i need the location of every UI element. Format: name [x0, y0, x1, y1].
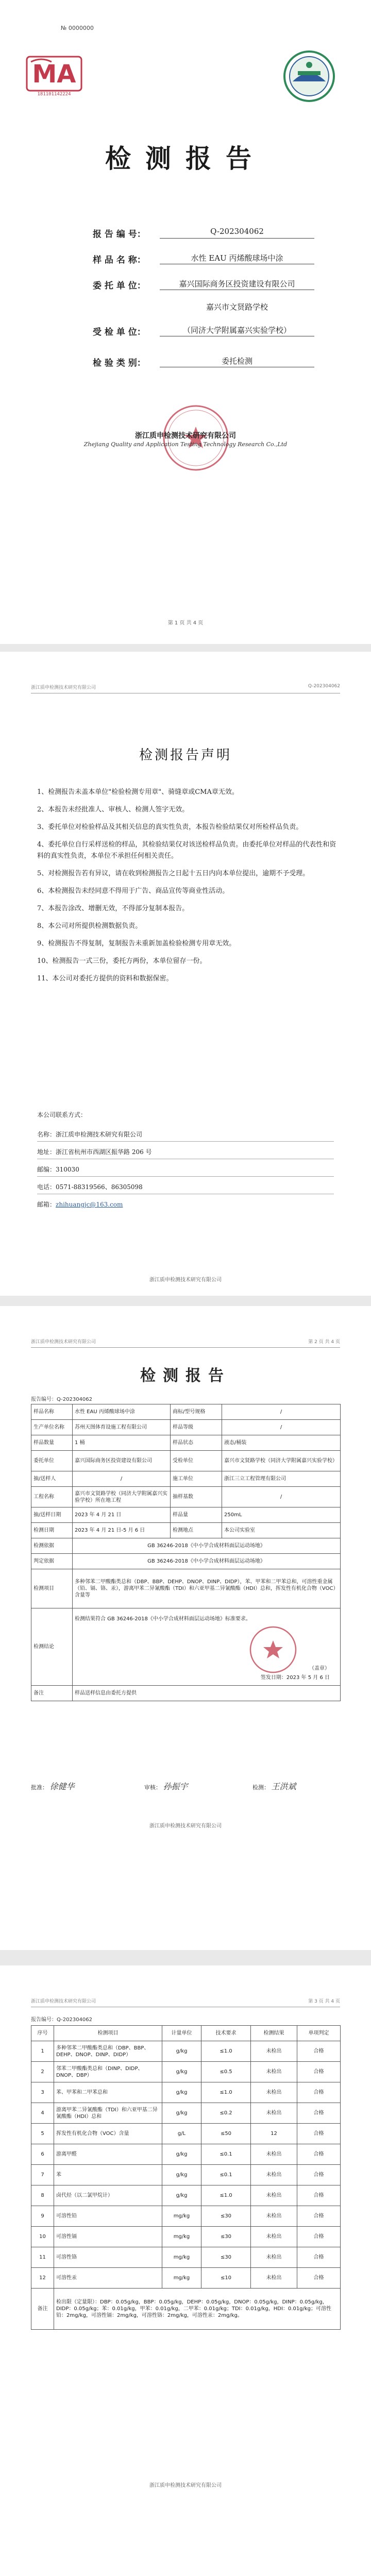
table-row-conclusion: 检测结论 检测结果符合 GB 36246-2018《中小学合成材料面层运动场地》标准要求。 （盖章） 签发日期：2023 年 5 月 6 日 [31, 1608, 341, 1686]
report-summary-page [0, 1306, 371, 1950]
official-stamp-icon [247, 1624, 299, 1675]
table-row: 9 可溶性铅 mg/kg ≤30 未检出 合格 [31, 2206, 341, 2227]
contact-postcode: 邮编：310030 [37, 1166, 79, 1173]
header-right: Q-202304062 [308, 684, 340, 689]
header-right: 第 2 页 共 4 页 [308, 1340, 340, 1345]
table-row: 6 游离甲醛 g/kg ≤0.1 未检出 合格 [31, 2144, 341, 2165]
table-row: 11 可溶性铬 mg/kg ≤30 未检出 合格 [31, 2247, 341, 2268]
table-row: 样品数量 1 桶 样品状态 液态/桶装 [31, 1435, 341, 1451]
declaration-item: 5、对检测报告若有异议，请在收到检测报告之日起十五日内向本单位提出，逾期不予受理。 [37, 870, 310, 877]
report-serial: № 0000000 [61, 25, 94, 31]
table-row: 检测项目 多种邻苯二甲酸酯类总和（DBP、BBP、DEHP、DNOP、DINP、DIDP），苯、甲苯和二甲苯总和，可溶性重金属（铅、镉、铬、汞），游离甲苯二异氰酸酯（TDI）和六亚甲基二异氰酸酯（HDI）总和，挥发性有机化合物（VOC）含量等 [31, 1569, 341, 1608]
table-row: 抽/送样日期 2023 年 4 月 21 日 样品量 250mL [31, 1507, 341, 1523]
declaration-item: 1、检测报告未盖本单位"检验检测专用章"、骑缝章或CMA章无效。 [37, 788, 239, 796]
page-title: 检测报告 [140, 1367, 231, 1385]
page-footer: 第 1 页 共 4 页 [167, 620, 204, 626]
results-page [0, 1965, 371, 2576]
table-row: 生产单位名称 苏州天图体育设施工程有限公司 样品等级 / [31, 1420, 341, 1435]
table-row: 7 苯 g/kg ≤0.1 未检出 合格 [31, 2165, 341, 2185]
signature-review: 审核： 孙振宇 [144, 1782, 188, 1791]
table-row: 抽/送样人 / 施工单位 浙江三立工程管理有限公司 [31, 1471, 341, 1487]
header-right: 第 3 页 共 4 页 [308, 1999, 340, 2004]
declaration-item: 4、委托单位自行采样送检的样品，其检验结果仅对该送检样品负责。由委托单位对样品的代表性和资料的真实性负责，本单位不承担任何相关责任。 [37, 841, 336, 860]
declaration-page [0, 652, 371, 1296]
table-row: 5 挥发性有机化合物（VOC）含量 g/L ≤50 12 合格 [31, 2124, 341, 2144]
table-row: 10 可溶性镉 mg/kg ≤30 未检出 合格 [31, 2227, 341, 2247]
table-row: 委托单位 嘉兴国际商务区投资建设有限公司 受检单位 嘉兴市文贤路学校（同济大学附属嘉兴实验学校） [31, 1451, 341, 1471]
declaration-item: 10、检测报告一式三份，委托方两份，本单位留存一份。 [37, 957, 207, 965]
cover-title: 检测报告 [105, 143, 266, 174]
contact-address: 地址：浙江省杭州市西湖区振华路 206 号 [37, 1148, 152, 1156]
cma-logo [26, 56, 82, 92]
results-table [31, 2025, 341, 2330]
cover-page: № 0000000 MA 181101142224 检测报告 报 告 编 号： Q-202304062 样 品 名 称： 水性 EAU 丙烯酸球场中涂 委 托 单 位： 嘉兴国际商务区投资建设有限公司 嘉兴市文贤路学校 受 检 单 位： （同济大学附属嘉兴实验学校） 检 验 类 别： 委托检测 浙江质申检测技术研究有限公司 Zhejiang Quality and Application Testing Technology Research Co.,Ltd 第 1 页 共 4 页 [0, 0, 371, 644]
issuer-name-en: Zhejiang Quality and Application Testing Technology Research Co.,Ltd [83, 441, 288, 448]
report-no: 报告编号：Q-202304062 [31, 1397, 93, 1402]
signature-test: 检测： 王洪斌 [252, 1782, 296, 1791]
declaration-item: 8、本公司对所提供检测数据负责。 [37, 922, 142, 930]
accreditation-seal-icon [282, 49, 336, 103]
table-row: 2 邻苯二甲酸酯类总和（DINP、DIDP、DNOP、DBP） g/kg ≤0.5 未检出 合格 [31, 2062, 341, 2082]
page-footer: 浙江质申检测技术研究有限公司 [149, 2483, 222, 2488]
issuer-name: 浙江质申检测技术研究有限公司 [135, 432, 236, 440]
conclusion-text: 检测结果符合 GB 36246-2018《中小学合成材料面层运动场地》标准要求。 [75, 1616, 251, 1622]
table-row: 3 苯、甲苯和二甲苯总和 g/kg ≤1.0 未检出 合格 [31, 2082, 341, 2103]
header-left: 浙江质申检测技术研究有限公司 [31, 1999, 96, 2004]
declaration-item: 3、委托单位对检验样品及其相关信息的真实性负责，本报告检验结果仅对所检样品负责。 [37, 823, 303, 831]
table-row: 检测依据 GB 36246-2018《中小学合成材料面层运动场地》 [31, 1538, 341, 1554]
table-row: 4 游离甲苯二异氰酸酯（TDI）和六亚甲基二异氰酸酯（HDI）总和 g/kg ≤0.2 未检出 合格 [31, 2103, 341, 2124]
table-row: 样品名称 水性 EAU 丙烯酸球场中涂 商标/型号规格 / [31, 1404, 341, 1420]
svg-text:MA: MA [32, 60, 76, 89]
declaration-item: 11、本公司对委托方提供的资料和数据保密。 [37, 975, 173, 982]
header-rule [31, 1347, 340, 1348]
contact-name: 名称：浙江质申检测技术研究有限公司 [37, 1131, 143, 1138]
page-footer: 浙江质申检测技术研究有限公司 [149, 1823, 222, 1829]
table-row: 12 可溶性汞 mg/kg ≤10 未检出 合格 [31, 2268, 341, 2289]
table-row: 检测日期 2023 年 4 月 21 日-5 月 6 日 检测地点 本公司实验室 [31, 1523, 341, 1538]
table-row-note: 备注 检出限（定量限）：DBP：0.05g/kg，BBP：0.05g/kg，DEHP：0.05g/kg，DNOP：0.05g/kg，DINP：0.05g/kg，DIDP：0.05g/kg；苯：0.01g/kg，甲苯：0.01g/kg，二甲苯：0.01g/kg；TDI：0.01g/kg，HDI：0.01g/kg；可溶性铅：2mg/kg，可溶性镉：2mg/kg，可溶性铬：2mg/kg，可溶性汞：2mg/kg。 [31, 2289, 341, 2330]
declaration-item: 7、本报告涂改、增删无效，不得部分复制本报告。 [37, 905, 189, 912]
header-left: 浙江质申检测技术研究有限公司 [31, 1340, 96, 1345]
contact-title: 本公司联系方式： [37, 1111, 87, 1118]
report-no: 报告编号：Q-202304062 [31, 2017, 93, 2023]
issue-date: 签发日期：2023 年 5 月 6 日 [260, 1675, 330, 1681]
declaration-item: 9、检测报告不得复制，复制报告未重新加盖检验检测专用章无效。 [37, 940, 236, 947]
declaration-title: 检测报告声明 [139, 748, 232, 763]
seal-label: （盖章） [309, 1666, 330, 1671]
contact-phone: 电话：0571-88319566、86305098 [37, 1183, 143, 1191]
contact-email[interactable]: 邮箱：zhihuangjc@163.com [37, 1201, 123, 1208]
page-footer: 浙江质申检测技术研究有限公司 [149, 1277, 222, 1283]
table-row: 1 多种邻苯二甲酸酯类总和（DBP、BBP、DEHP、DNOP、DINP、DIDP） g/kg ≤1.0 未检出 合格 [31, 2041, 341, 2062]
cma-number: 181101142224 [37, 92, 71, 97]
table-row: 8 卤代烃（以二氯甲烷计） g/kg ≤1.0 未检出 合格 [31, 2185, 341, 2206]
table-header-row: 序号 检测项目 计量单位 技术要求 检测结果 单项判定 [31, 2026, 341, 2041]
table-row: 备注 样品送样信息由委托方提供 [31, 1686, 341, 1701]
declaration-item: 6、本检测报告未经同意不得用于广告、商品宣传等商业性活动。 [37, 887, 229, 895]
declaration-item: 2、本报告未经批准人、审核人、检测人签字无效。 [37, 806, 189, 814]
table-row: 判定依据 GB 36246-2018《中小学合成材料面层运动场地》 [31, 1554, 341, 1569]
header-left: 浙江质申检测技术研究有限公司 [31, 685, 96, 690]
summary-table [31, 1404, 341, 1701]
table-row: 工程名称 嘉兴市文贤路学校（同济大学附属嘉兴实验学校）所在地工程 抽样基数 / [31, 1487, 341, 1507]
signature-approve: 批准： 徐健华 [31, 1782, 75, 1791]
